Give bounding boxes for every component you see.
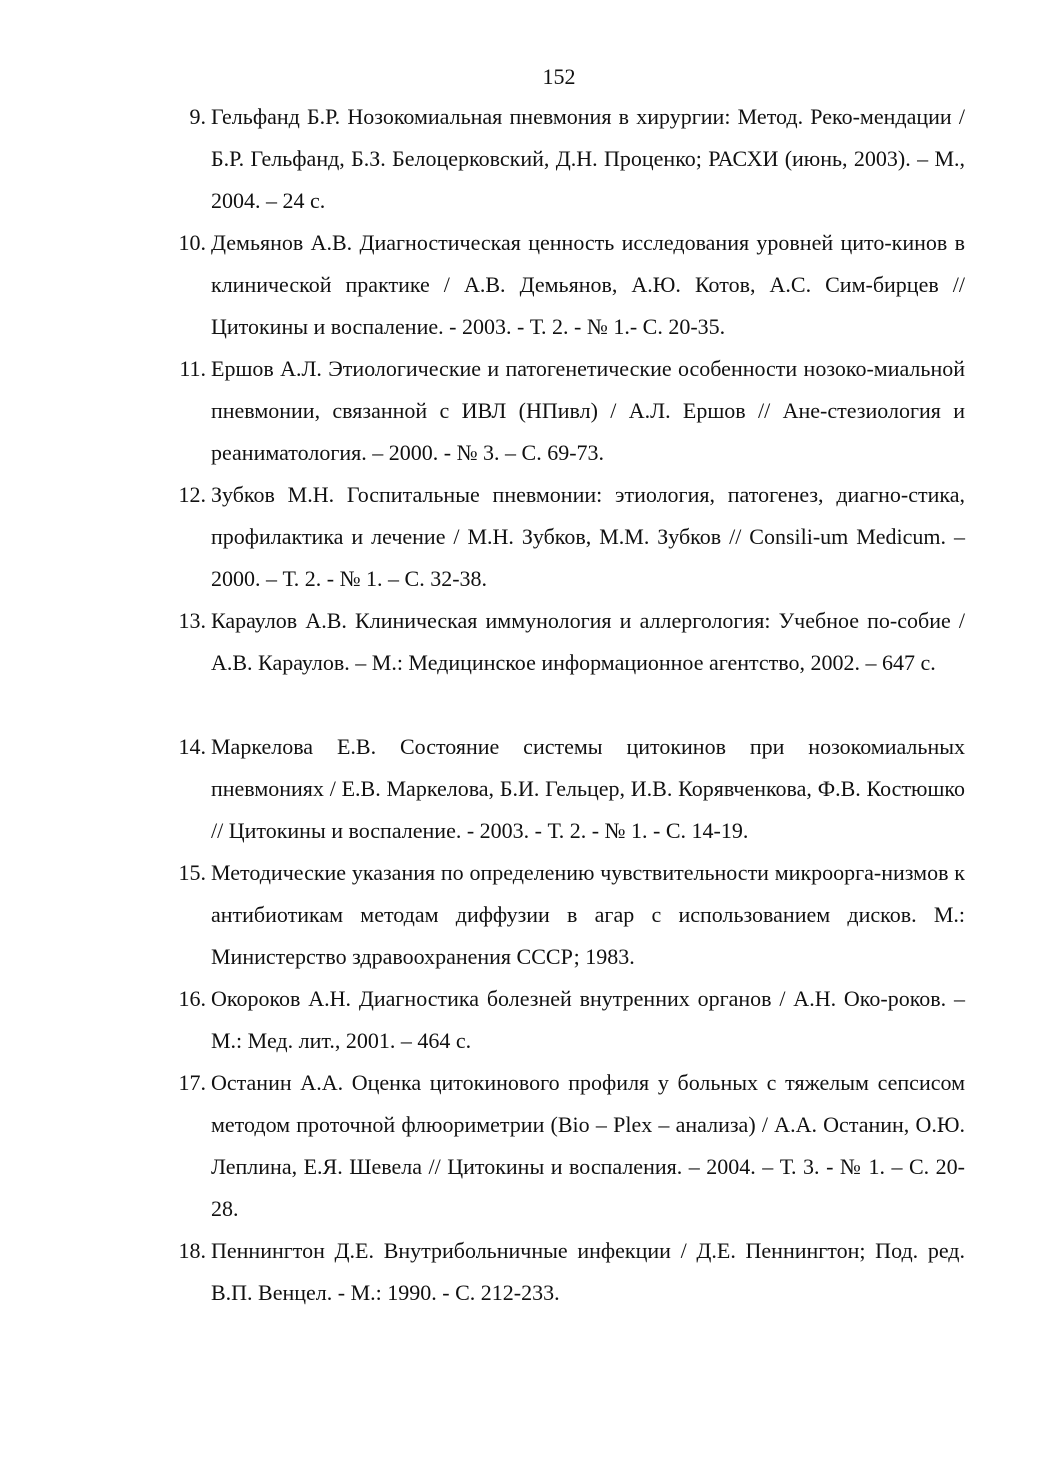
- reference-text: Маркелова Е.В. Состояние системы цитокинов при нозокомиальных пневмониях / Е.В. Маркелова, Б.И. Гельцер, И.В. Корявченкова, Ф.В. Костюшко // Цитокины и воспаление. - 2003. - Т. 2. - № 1. - С. 14-19.: [211, 734, 965, 843]
- reference-text: Зубков М.Н. Госпитальные пневмонии: этиология, патогенез, диагно-стика, профилактика и лечение / М.Н. Зубков, М.М. Зубков // Consili-um Medicum. – 2000. – Т. 2. - № 1. – С. 32-38.: [211, 482, 965, 591]
- reference-text: Методические указания по определению чувствительности микроорга-низмов к антибиотикам методам диффузии в агар с использованием дисков. М.: Министерство здравоохранения СССР; 1983.: [211, 860, 965, 969]
- reference-number: 13.: [178, 608, 206, 633]
- reference-text: Останин А.А. Оценка цитокинового профиля у больных с тяжелым сепсисом методом проточной флюориметрии (Bio – Plex – анализа) / А.А. Останин, О.Ю. Леплина, Е.Я. Шевела // Цитокины и воспаления. – 2004. – Т. 3. - № 1. – С. 20-28.: [211, 1070, 965, 1221]
- reference-text: Окороков А.Н. Диагностика болезней внутренних органов / А.Н. Око-роков. – М.: Мед. лит., 2001. – 464 с.: [211, 986, 965, 1053]
- reference-number: 10.: [178, 230, 206, 255]
- reference-text: Ершов А.Л. Этиологические и патогенетические особенности нозоко-миальной пневмонии, связанной с ИВЛ (НПивл) / А.Л. Ершов // Ане-стезиология и реаниматология. – 2000. - № 3. – С. 69-73.: [211, 356, 965, 465]
- reference-number: 16.: [178, 986, 206, 1011]
- reference-number: 17.: [178, 1070, 206, 1095]
- reference-text: Гельфанд Б.Р. Нозокомиальная пневмония в хирургии: Метод. Реко-мендации / Б.Р. Гельфанд, Б.З. Белоцерковский, Д.Н. Проценко; РАСХИ (июнь, 2003). – М., 2004. – 24 с.: [211, 104, 965, 213]
- reference-text: Пеннингтон Д.Е. Внутрибольничные инфекции / Д.Е. Пеннингтон; Под. ред. В.П. Венцел. - М.: 1990. - С. 212-233.: [211, 1238, 965, 1305]
- reference-text: Караулов А.В. Клиническая иммунология и аллергология: Учебное по-собие / А.В. Караулов. – М.: Медицинское информационное агентство, 2002. – 647 с.: [211, 608, 965, 675]
- reference-number: 12.: [178, 482, 206, 507]
- reference-number: 11.: [179, 356, 206, 381]
- reference-text: Демьянов А.В. Диагностическая ценность исследования уровней цито-кинов в клинической практике / А.В. Демьянов, А.Ю. Котов, А.С. Сим-бирцев // Цитокины и воспаление. - 2003. - Т. 2. - № 1.- С. 20-35.: [211, 230, 965, 339]
- reference-number: 15.: [178, 860, 206, 885]
- reference-number: 18.: [178, 1238, 206, 1263]
- page-number: 152: [542, 64, 576, 89]
- reference-number: 14.: [178, 734, 206, 759]
- reference-number: 9.: [189, 104, 206, 129]
